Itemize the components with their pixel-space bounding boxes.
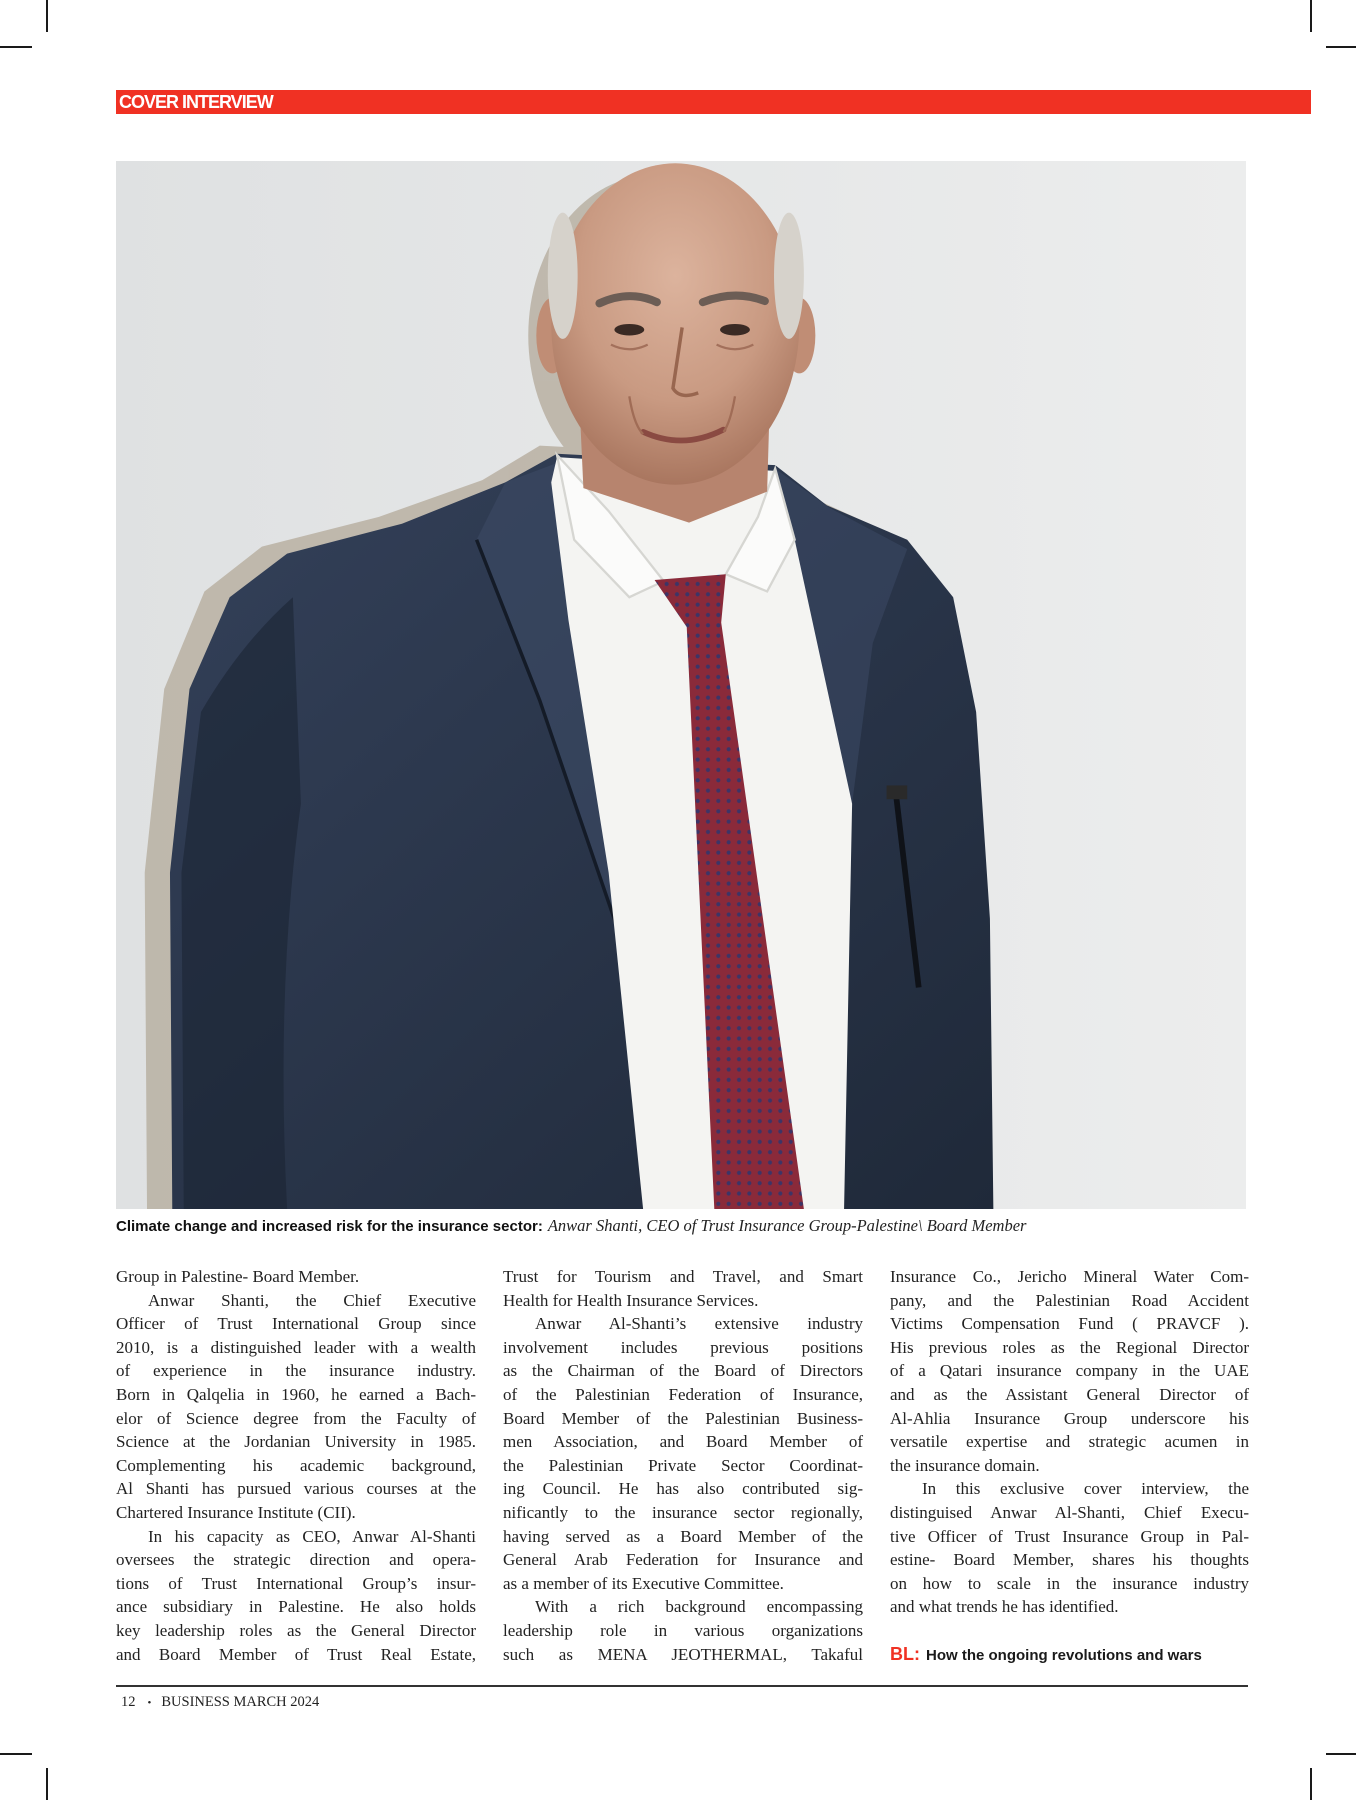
body-line: of a Qatari insurance company in the UAE (890, 1361, 1249, 1381)
body-line: men Association, and Board Member of (503, 1432, 863, 1452)
body-line: Al-Ahlia Insurance Group underscore his (890, 1408, 1249, 1428)
body-line: Insurance Co., Jericho Mineral Water Com- (890, 1267, 1249, 1286)
body-line: and Board Member of Trust Real Estate, (116, 1644, 476, 1664)
crop-mark-top-left-horizontal (0, 46, 32, 48)
crop-mark-bottom-left-vertical (46, 1768, 48, 1800)
body-line: of the Palestinian Federation of Insurance, (503, 1384, 863, 1404)
body-line: the insurance domain. (890, 1455, 1040, 1475)
body-line: Board Member of the Palestinian Business- (503, 1408, 863, 1428)
body-line: nificantly to the insurance sector regionally, (503, 1502, 863, 1522)
body-line: Al Shanti has pursued various courses at the (116, 1479, 476, 1499)
question-prefix: BL: (890, 1643, 920, 1664)
body-line: Born in Qalqelia in 1960, he earned a Bach- (116, 1384, 476, 1404)
body-line: In his capacity as CEO, Anwar Al-Shanti (148, 1526, 476, 1546)
body-line: the Palestinian Private Sector Coordinat- (503, 1455, 863, 1475)
body-line: General Arab Federation for Insurance and (503, 1550, 863, 1570)
body-line: Officer of Trust International Group since (116, 1314, 476, 1334)
section-label: COVER INTERVIEW (119, 92, 273, 112)
body-line: ing Council. He has also contributed sig- (503, 1479, 863, 1499)
body-line: as a member of its Executive Committee. (503, 1573, 784, 1593)
crop-mark-bottom-left-horizontal (0, 1753, 32, 1755)
body-line: estine- Board Member, shares his thoughts (890, 1550, 1249, 1570)
body-column-1 (116, 1265, 476, 1666)
body-line: and what trends he has identified. (890, 1597, 1119, 1617)
body-line: Anwar Al-Shanti’s extensive industry (535, 1314, 863, 1334)
body-line: tions of Trust International Group’s insur- (116, 1573, 476, 1593)
body-line: involvement includes previous positions (503, 1337, 863, 1357)
body-line: Complementing his academic background, (116, 1455, 476, 1475)
body-line: With a rich background encompassing (535, 1597, 863, 1617)
body-line: Trust for Tourism and Travel, and Smart (503, 1267, 863, 1286)
body-line: oversees the strategic direction and opera- (116, 1550, 476, 1570)
body-line: key leadership roles as the General Director (116, 1620, 476, 1640)
page-number: 12 (121, 1694, 136, 1710)
body-line: leadership role in various organizations (503, 1620, 863, 1640)
publication-name: BUSINESS MARCH 2024 (161, 1694, 320, 1710)
body-line: pany, and the Palestinian Road Accident (890, 1290, 1249, 1310)
body-line: versatile expertise and strategic acumen in (890, 1432, 1249, 1452)
body-spacer (890, 1619, 1249, 1643)
crop-mark-bottom-right-horizontal (1326, 1753, 1356, 1755)
body-line: such as MENA JEOTHERMAL, Takaful (503, 1644, 863, 1664)
crop-mark-top-right-horizontal (1326, 46, 1356, 48)
section-bar (116, 90, 1311, 114)
page-footer (121, 1692, 319, 1712)
body-line: on how to scale in the insurance industry (890, 1573, 1249, 1593)
body-line: His previous roles as the Regional Director (890, 1337, 1249, 1357)
crop-mark-top-left-vertical (46, 0, 48, 32)
body-line: elor of Science degree from the Faculty of (116, 1408, 476, 1428)
crop-mark-bottom-right-vertical (1310, 1768, 1312, 1800)
body-line: Victims Compensation Fund ( PRAVCF ). (890, 1314, 1249, 1334)
body-line: ance subsidiary in Palestine. He also holds (116, 1597, 476, 1617)
footer-rule (116, 1685, 1248, 1687)
body-line: Anwar Shanti, the Chief Executive (148, 1290, 476, 1310)
question-text: How the ongoing revolutions and wars (926, 1646, 1202, 1664)
body-line: having served as a Board Member of the (503, 1526, 863, 1546)
portrait-photo (116, 161, 1246, 1209)
body-line: of experience in the insurance industry. (116, 1361, 476, 1381)
body-line: distinguised Anwar Al-Shanti, Chief Execu- (890, 1502, 1249, 1522)
body-line: 2010, is a distinguished leader with a wealth (116, 1337, 476, 1357)
interview-question (890, 1643, 1249, 1667)
caption-lead: Climate change and increased risk for the insurance sector: (116, 1218, 543, 1235)
body-line: Chartered Insurance Institute (CII). (116, 1502, 356, 1522)
body-line: Group in Palestine- Board Member. (116, 1267, 360, 1286)
crop-mark-top-right-vertical (1310, 0, 1312, 32)
body-line: In this exclusive cover interview, the (922, 1479, 1249, 1499)
body-line: Health for Health Insurance Services. (503, 1290, 759, 1310)
body-line: and as the Assistant General Director of (890, 1384, 1249, 1404)
body-line: Science at the Jordanian University in 1985. (116, 1432, 476, 1452)
body-column-2 (503, 1265, 863, 1666)
footer-separator: • (147, 1697, 152, 1709)
body-column-3 (890, 1265, 1249, 1666)
body-line: as the Chairman of the Board of Directors (503, 1361, 863, 1381)
photo-caption (116, 1215, 1251, 1237)
body-line: tive Officer of Trust Insurance Group in Pal- (890, 1526, 1249, 1546)
caption-credit: Anwar Shanti, CEO of Trust Insurance Group-Palestine\ Board Member (547, 1216, 1027, 1235)
